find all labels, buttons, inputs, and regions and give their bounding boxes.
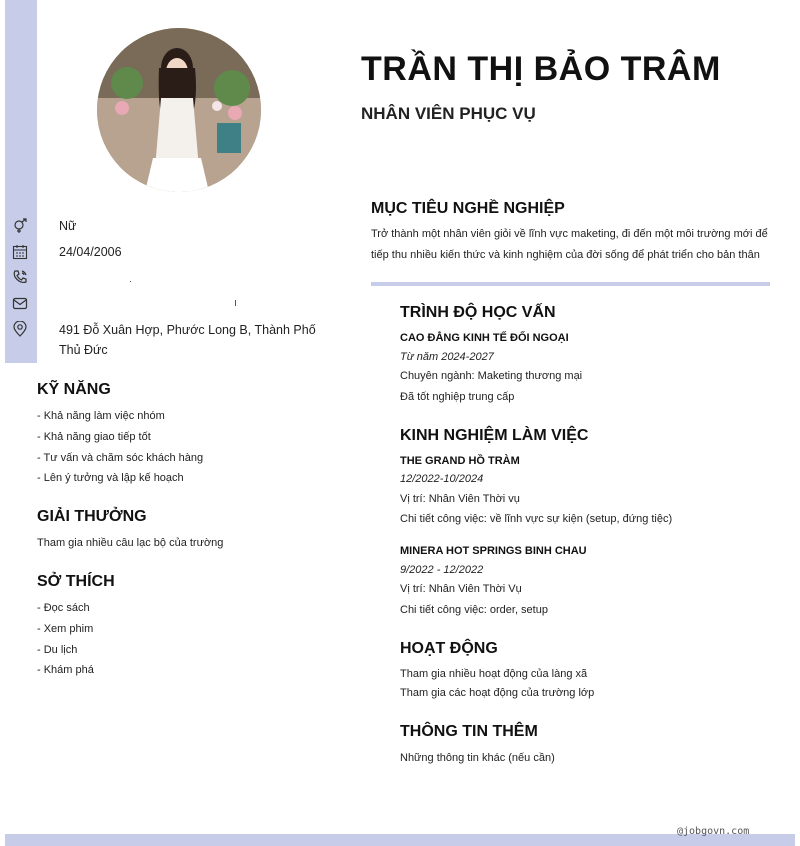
job-period: 9/2022 - 12/2022 <box>400 564 484 576</box>
hobby-item: - Khám phá <box>37 664 94 676</box>
avatar <box>97 28 261 192</box>
email-redacted-mark <box>235 300 236 306</box>
education-note: Đã tốt nghiệp trung cấp <box>400 391 515 403</box>
section-divider <box>371 282 770 286</box>
education-major: Chuyên ngành: Maketing thương mại <box>400 370 583 382</box>
school-name: CAO ĐẲNG KINH TẾ ĐỐI NGOẠI <box>400 332 569 344</box>
location-icon <box>12 321 28 337</box>
email-icon <box>12 295 28 311</box>
activity-item: Tham gia các hoạt động của trường lớp <box>400 687 595 699</box>
address-value: 491 Đỗ Xuân Hợp, Phước Long B, Thành Phố Thủ Đức <box>59 323 316 357</box>
skill-item: - Khả năng giao tiếp tốt <box>37 431 151 443</box>
experience-title: KINH NGHIỆM LÀM VIỆC <box>400 427 589 444</box>
hobby-item: - Đọc sách <box>37 602 90 614</box>
job-detail: Chi tiết công việc: order, setup <box>400 604 548 616</box>
job-detail: Chi tiết công việc: về lĩnh vực sự kiện (setup, đứng tiệc) <box>400 513 673 525</box>
gender-value: Nữ <box>59 219 77 233</box>
activity-item: Tham gia nhiều hoạt động của làng xã <box>400 668 588 680</box>
objective-line: Trở thành một nhân viên giỏi về lĩnh vực maketing, đi đến một môi trường mới để <box>371 228 768 240</box>
education-title: TRÌNH ĐỘ HỌC VẤN <box>400 304 556 321</box>
objective-title: MỤC TIÊU NGHỀ NGHIỆP <box>371 200 565 217</box>
objective-line: tiếp thu nhiều kiến thức và kinh nghiệm của đời sống để phát triển cho bản thân <box>371 249 760 261</box>
hobby-item: - Xem phim <box>37 623 94 635</box>
skill-item: - Khả năng làm việc nhóm <box>37 410 165 422</box>
award-item: Tham gia nhiều câu lạc bộ của trường <box>37 537 224 549</box>
job-period: 12/2022-10/2024 <box>400 473 484 485</box>
birthday-value: 24/04/2006 <box>59 245 122 259</box>
skills-title: KỸ NĂNG <box>37 381 111 398</box>
company-name: MINERA HOT SPRINGS BINH CHAU <box>400 545 587 557</box>
phone-redacted-mark <box>130 281 131 282</box>
skill-item: - Lên ý tưởng và lập kế hoạch <box>37 472 184 484</box>
candidate-name: TRẦN THỊ BẢO TRÂM <box>361 50 721 88</box>
education-period: Từ năm 2024-2027 <box>400 351 494 363</box>
skill-item: - Tư vấn và chăm sóc khách hàng <box>37 452 204 464</box>
activities-title: HOẠT ĐỘNG <box>400 640 498 657</box>
watermark: @jobgovn.com <box>677 826 750 837</box>
gender-icon <box>12 218 28 234</box>
phone-icon <box>12 269 28 285</box>
hobby-item: - Du lịch <box>37 644 78 656</box>
extra-info-title: THÔNG TIN THÊM <box>400 723 538 740</box>
calendar-icon <box>12 244 28 260</box>
company-name: THE GRAND HỒ TRÀM <box>400 455 520 467</box>
hobbies-title: SỞ THÍCH <box>37 573 115 590</box>
job-position: Vị trí: Nhân Viên Thời Vụ <box>400 583 522 595</box>
extra-info-text: Những thông tin khác (nếu cần) <box>400 752 555 764</box>
job-position: Vị trí: Nhân Viên Thời vụ <box>400 493 520 505</box>
awards-title: GIẢI THƯỞNG <box>37 508 147 525</box>
job-title: NHÂN VIÊN PHỤC VỤ <box>361 104 536 123</box>
